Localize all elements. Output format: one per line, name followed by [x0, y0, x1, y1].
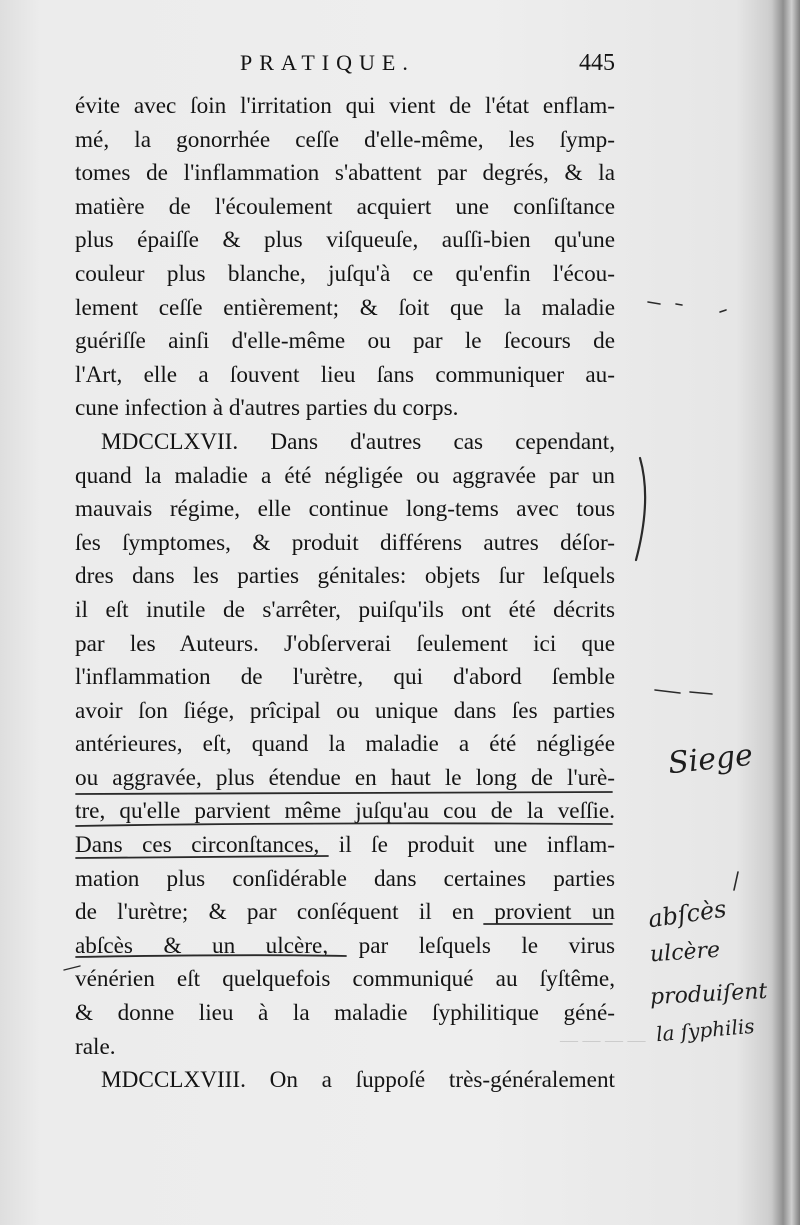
- show-through-bleed: — — — —: [560, 1030, 646, 1050]
- text-line: cune infection à d'autres parties du corps.: [75, 395, 459, 422]
- text-line: ou aggravée, plus étendue en haut le long de l'urè-: [75, 764, 615, 791]
- text-line: & donne lieu à la maladie ſyphilitique géné-: [75, 1000, 615, 1027]
- text-line: antérieures, eſt, quand la maladie a été négligée: [75, 731, 615, 758]
- marginal-note: ulcère: [649, 937, 721, 968]
- text-line: quand la maladie a été négligée ou aggravée par un: [75, 462, 615, 489]
- running-head: PRATIQUE.: [240, 50, 415, 75]
- text-line: lement ceſſe entièrement; & ſoit que la maladie: [75, 294, 615, 321]
- text-line: rale.: [75, 1033, 116, 1060]
- text-line: ſes ſymptomes, & produit différens autres déſor-: [75, 529, 615, 556]
- margin-dash: [648, 302, 726, 312]
- text-line: avoir ſon ſiége, prîcipal ou unique dans ſes parties: [75, 697, 615, 724]
- page-gutter: [772, 0, 800, 1225]
- text-line: vénérien eſt quelquefois communiqué au ſyſtême,: [75, 966, 615, 993]
- marginal-note: la ſyphilis: [655, 1013, 756, 1047]
- text-line: évite avec ſoin l'irritation qui vient de l'état enflam-: [75, 93, 615, 119]
- text-line: de l'urètre; & par conſéquent il en provient un: [75, 899, 615, 926]
- text-line: mation plus conſidérable dans certaines parties: [75, 865, 615, 892]
- text-line: mauvais régime, elle continue long-tems avec tous: [75, 496, 615, 523]
- page-header: [75, 50, 615, 82]
- paragraph-start: MDCCLXVIII. On a ſuppoſé très-généralement: [101, 1067, 615, 1094]
- text-line: tomes de l'inflammation s'abattent par degrés, & la: [75, 160, 615, 187]
- text-line: plus épaiſſe & plus viſqueuſe, auſſi-bien qu'une: [75, 227, 615, 254]
- text-line: dres dans les parties génitales: objets ſur leſquels: [75, 563, 615, 590]
- text-line: matière de l'écoulement acquiert une conſiſtance: [75, 193, 615, 220]
- body-text: [75, 90, 615, 1098]
- marginal-note: abſcès: [646, 894, 729, 934]
- text-line: Dans ces circonſtances, il ſe produit une inflam-: [75, 832, 615, 859]
- text-line: l'Art, elle a ſouvent lieu ſans communiquer au-: [75, 361, 615, 388]
- text-line: par les Auteurs. J'obſerverai ſeulement ici que: [75, 630, 615, 657]
- text-line: l'inflammation de l'urètre, qui d'abord ſemble: [75, 664, 615, 691]
- paragraph-start: MDCCLXVII. Dans d'autres cas cependant,: [101, 428, 615, 455]
- text-line: couleur plus blanche, juſqu'à ce qu'enfin l'écou-: [75, 260, 615, 287]
- margin-dash: [655, 690, 712, 694]
- marginal-note: Siege: [666, 737, 755, 782]
- page-number: 445: [579, 50, 615, 76]
- margin-bracket-stroke: [636, 458, 645, 560]
- text-line: abſcès & un ulcère, par leſquels le virus: [75, 932, 615, 959]
- text-line: il eſt inutile de s'arrêter, puiſqu'ils ont été décrits: [75, 596, 615, 623]
- margin-dash: [734, 872, 738, 890]
- text-line: guériſſe ainſi d'elle-même ou par le ſecours de: [75, 328, 615, 355]
- text-line: mé, la gonorrhée ceſſe d'elle-même, les ſymp-: [75, 126, 615, 153]
- marginal-note: produiſent: [649, 978, 768, 1011]
- text-line: tre, qu'elle parvient même juſqu'au cou de la veſſie.: [75, 798, 615, 825]
